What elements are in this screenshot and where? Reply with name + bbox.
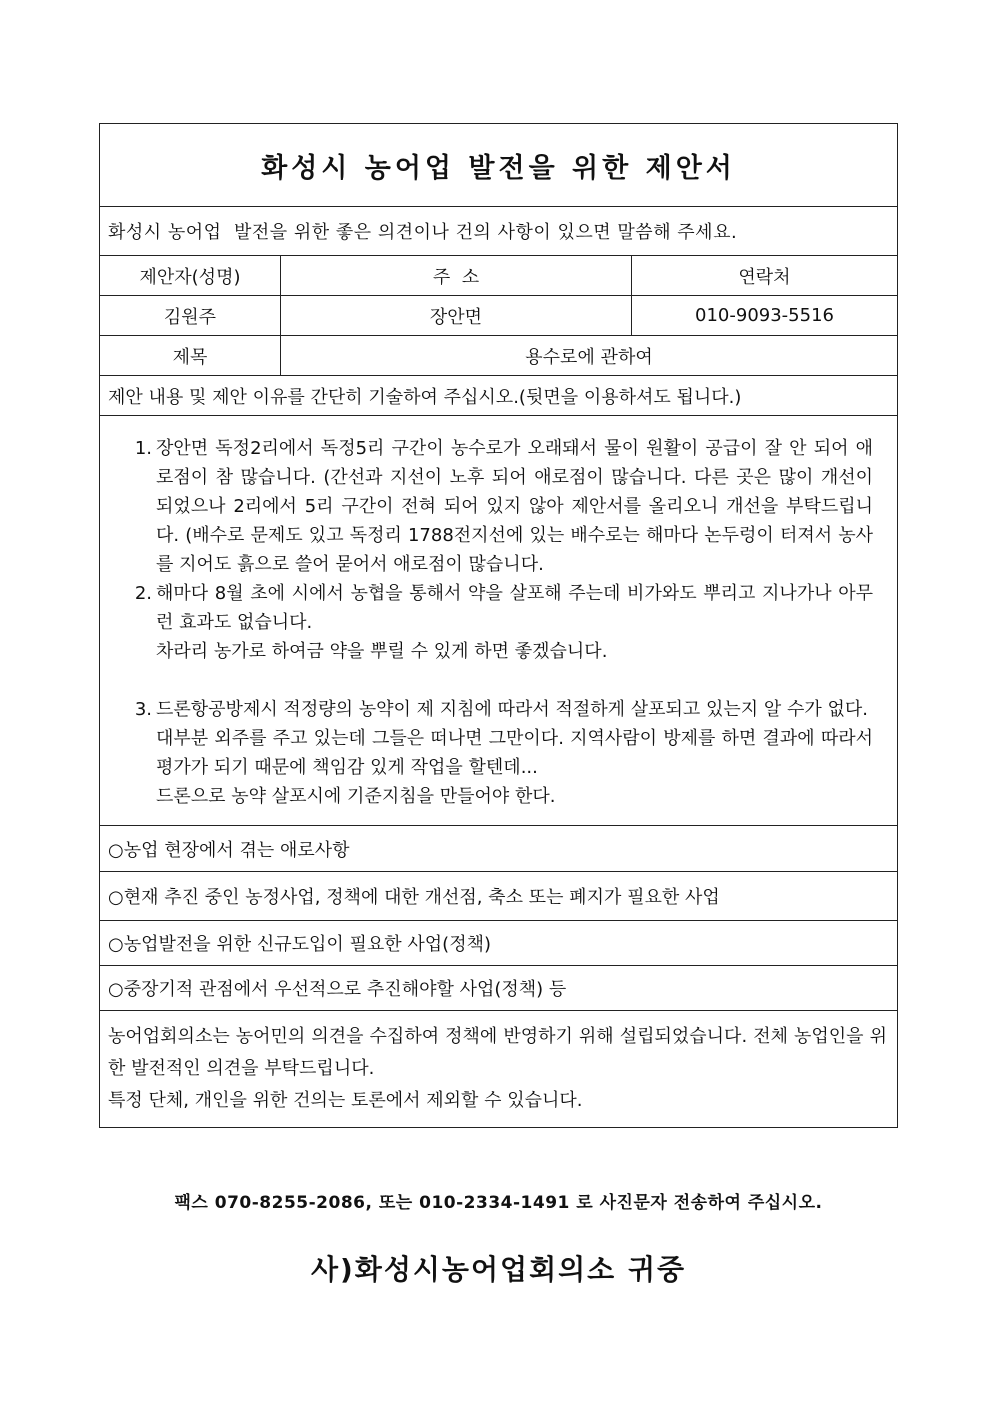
header-row <box>100 256 897 296</box>
note-text: 특정 단체, 개인을 위한 건의는 토론에서 제외할 수 있습니다. <box>108 1090 583 1111</box>
values-row <box>100 296 897 336</box>
list-item <box>124 434 873 579</box>
item-continuation: 차라리 농가로 하여금 약을 뿌릴 수 있게 하면 좋겠습니다. <box>156 641 608 662</box>
list-item <box>124 695 873 724</box>
note-text: 농어업회의소는 농어민의 의견을 수집하여 정책에 반영하기 위해 설립되었습니다. 전체 농업인을 위한 발전적인 의견을 부탁드립니다. <box>108 1026 887 1079</box>
intro-text: 화성시 농어업 발전을 위한 좋은 의견이나 건의 사항이 있으면 말씀해 주세요. <box>108 222 738 243</box>
spacer <box>124 666 873 695</box>
instruction-text: 제안 내용 및 제안 이유를 간단히 기술하여 주십시오.(뒷면을 이용하셔도 됩니다.) <box>108 386 742 408</box>
item-number: 3. <box>134 699 152 720</box>
item-text: 드론항공방제시 적정량의 농약이 제 지침에 따라서 적절하게 살포되고 있는지 알 수가 없다. <box>156 699 869 720</box>
footer-organization: 사)화성시농어업회의소 귀중 <box>310 1253 687 1286</box>
category-row <box>100 966 897 1011</box>
list-item <box>124 579 873 637</box>
subject-value: 용수로에 관하여 <box>525 346 653 368</box>
category-row <box>100 826 897 872</box>
proposer-name: 김원주 <box>100 296 281 335</box>
subject-label: 제목 <box>100 336 281 375</box>
item-number: 2. <box>134 583 152 604</box>
item-text: 해마다 8월 초에 시에서 농협을 통해서 약을 살포해 주는데 비가와도 뿌리고 지나가나 아무런 효과도 없습니다. <box>156 583 873 633</box>
form-title: 화성시 농어업 발전을 위한 제안서 <box>261 152 736 184</box>
category-row <box>100 872 897 921</box>
note-row <box>100 1011 897 1127</box>
contact-header: 연락처 <box>738 266 791 288</box>
category-text: ○농업발전을 위한 신규도입이 필요한 사업(정책) <box>108 934 492 955</box>
address-header: 주 소 <box>281 256 632 295</box>
instruction-row <box>100 376 897 416</box>
fax-instruction: 팩스 070-8255-2086, 또는 010-2334-1491 로 사진문자 전송하여 주십시오. <box>174 1193 823 1213</box>
item-continuation: 대부분 외주를 주고 있는데 그들은 떠나면 그만이다. 지역사람이 방제를 하면 결과에 따라서 평가가 되기 때문에 책임감 있게 작업을 할텐데... <box>156 728 873 778</box>
item-number: 1. <box>134 438 152 459</box>
category-text: ○중장기적 관점에서 우선적으로 추진해야할 사업(정책) 등 <box>108 979 567 1000</box>
proposal-form <box>99 123 898 1128</box>
form-title-row <box>100 124 897 207</box>
item-continuation: 드론으로 농약 살포시에 기준지침을 만들어야 한다. <box>156 786 556 807</box>
intro-row <box>100 207 897 256</box>
proposer-contact: 010-9093-5516 <box>695 305 834 326</box>
item-text: 장안면 독정2리에서 독정5리 구간이 농수로가 오래돼서 물이 원활이 공급이 잘 안 되어 애로점이 참 많습니다. (간선과 지선이 노후 되어 애로점이 많습니다. 다른 곳은 많이 개선이 되었으나 2리에서 5리 구간이 전혀 되어 있지 않아 제안서를 올리오니 개선을 부탁드립니다. (배수로 문제도 있고 독정리 1788전지선에 있는 배수로는 해마다 논두렁이 터져서 농사를 지어도 흙으로 쓸어 묻어서 애로점이 많습니다. <box>156 438 873 575</box>
proposer-address: 장안면 <box>281 296 632 335</box>
proposal-content <box>100 416 897 826</box>
category-row <box>100 921 897 966</box>
subject-row <box>100 336 897 376</box>
proposer-header: 제안자(성명) <box>100 256 281 295</box>
category-text: ○농업 현장에서 겪는 애로사항 <box>108 839 350 861</box>
category-text: ○현재 추진 중인 농정사업, 정책에 대한 개선점, 축소 또는 폐지가 필요한 사업 <box>108 887 720 908</box>
